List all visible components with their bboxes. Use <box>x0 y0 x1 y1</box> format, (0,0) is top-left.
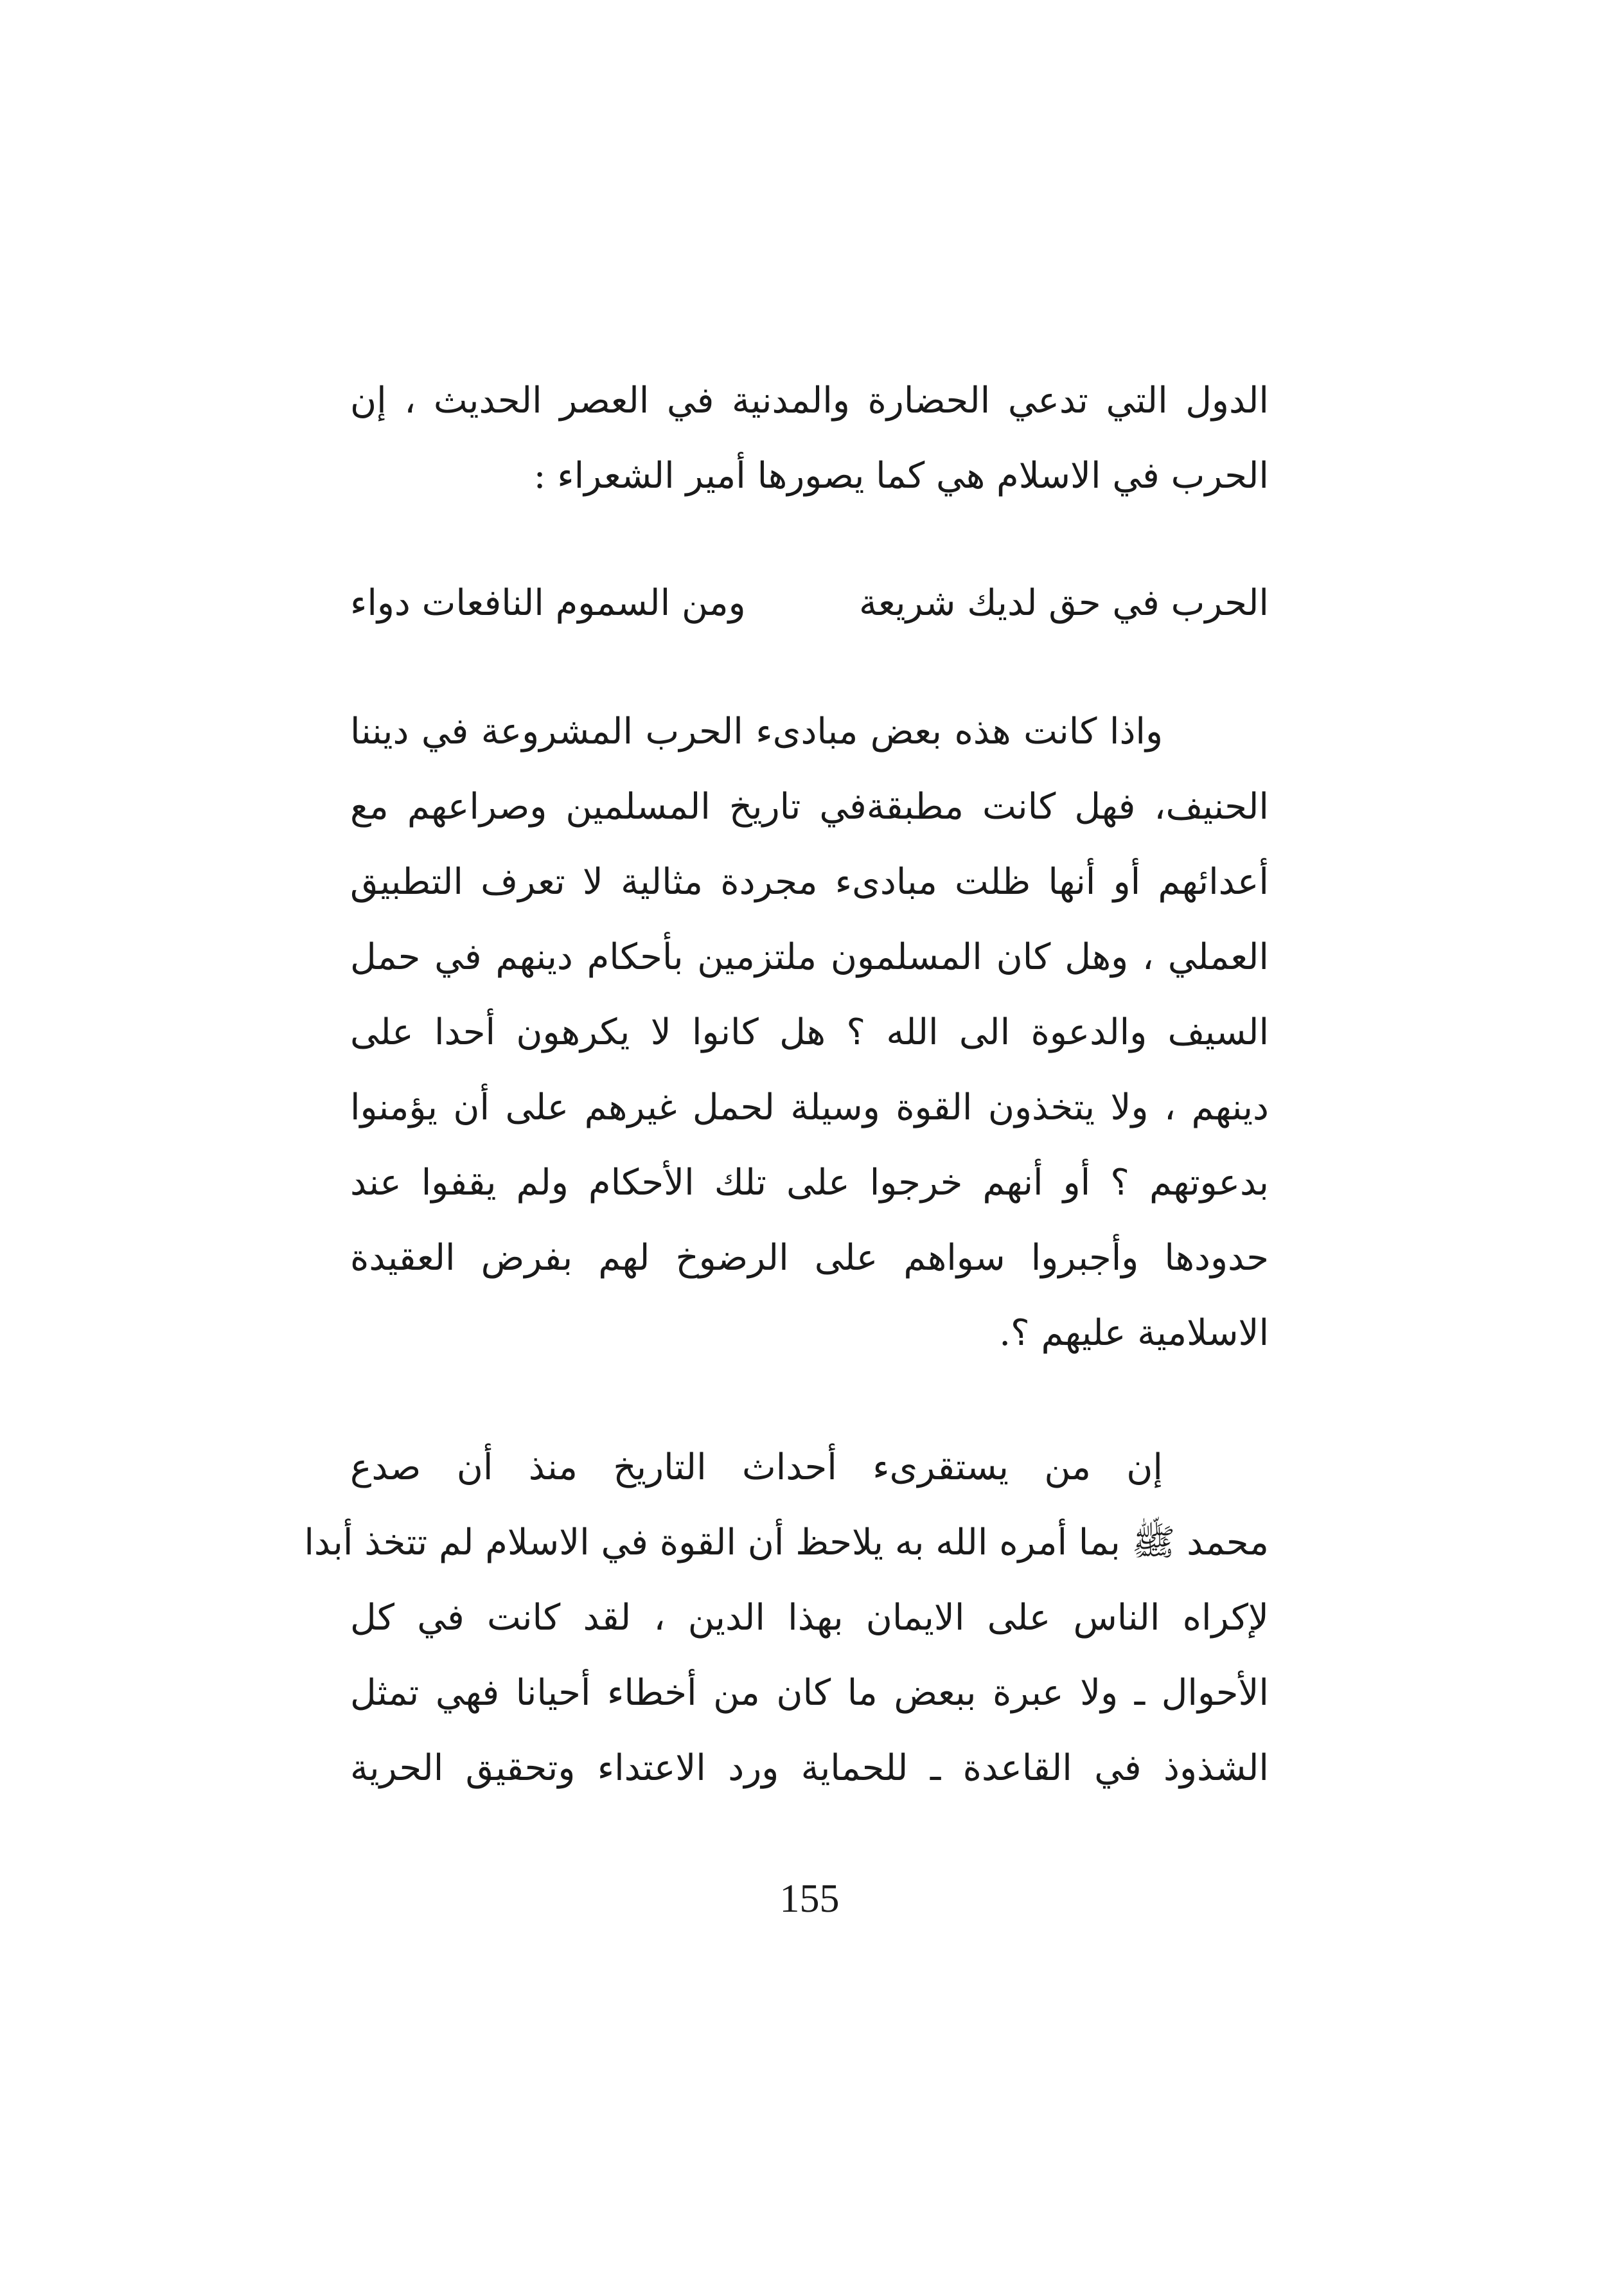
paragraph-line: إن من يستقرىء أحداث التاريخ منذ أن صدع <box>350 1446 1163 1488</box>
paragraph-line: الشذوذ في القاعدة ـ للحماية ورد الاعتداء وتحقيق الحرية <box>350 1747 1269 1789</box>
paragraph-line: الدول التي تدعي الحضارة والمدنية في العصر الحديث ، إن <box>350 380 1269 422</box>
paragraph-2 <box>350 694 1269 1371</box>
poem-hemistich-right: الحرب في حق لديك شريعة <box>858 582 1269 624</box>
paragraph-line: الحنيف، فهل كانت مطبقةفي تاريخ المسلمين وصراعهم مع <box>350 786 1269 828</box>
paragraph-intro <box>350 363 1269 513</box>
paragraph-line: الاسلامية عليهم ؟. <box>999 1312 1269 1354</box>
paragraph-3 <box>304 1430 1269 1806</box>
paragraph-line: الحرب في الاسلام هي كما يصورها أمير الشعراء : <box>533 455 1269 497</box>
paragraph-line: واذا كانت هذه بعض مبادىء الحرب المشروعة في ديننا <box>350 711 1163 752</box>
paragraph-line: لإكراه الناس على الايمان بهذا الدين ، لقد كانت في كل <box>350 1597 1269 1639</box>
poem-hemistich-left: ومن السموم النافعات دواء <box>350 582 746 624</box>
paragraph-line: العملي ، وهل كان المسلمون ملتزمين بأحكام دينهم في حمل <box>350 936 1269 978</box>
paragraph-line: محمد ﷺ بما أمره الله به يلاحظ أن القوة في الاسلام لم تتخذ أبدا <box>304 1522 1269 1563</box>
paragraph-line: حدودها وأجبروا سواهم على الرضوخ لهم بفرض العقيدة <box>350 1237 1269 1279</box>
paragraph-line: بدعوتهم ؟ أو أنهم خرجوا على تلك الأحكام ولم يقفوا عند <box>350 1162 1269 1204</box>
paragraph-line: دينهم ، ولا يتخذون القوة وسيلة لحمل غيرهم على أن يؤمنوا <box>350 1087 1269 1128</box>
paragraph-line: الأحوال ـ ولا عبرة ببعض ما كان من أخطاء أحيانا فهي تمثل <box>350 1672 1269 1714</box>
poem-verse <box>350 565 1269 641</box>
paragraph-line: السيف والدعوة الى الله ؟ هل كانوا لا يكرهون أحدا على <box>350 1011 1270 1053</box>
paragraph-line: أعدائهم أو أنها ظلت مبادىء مجردة مثالية لا تعرف التطبيق <box>350 861 1269 903</box>
page-number: 155 <box>779 1877 840 1921</box>
